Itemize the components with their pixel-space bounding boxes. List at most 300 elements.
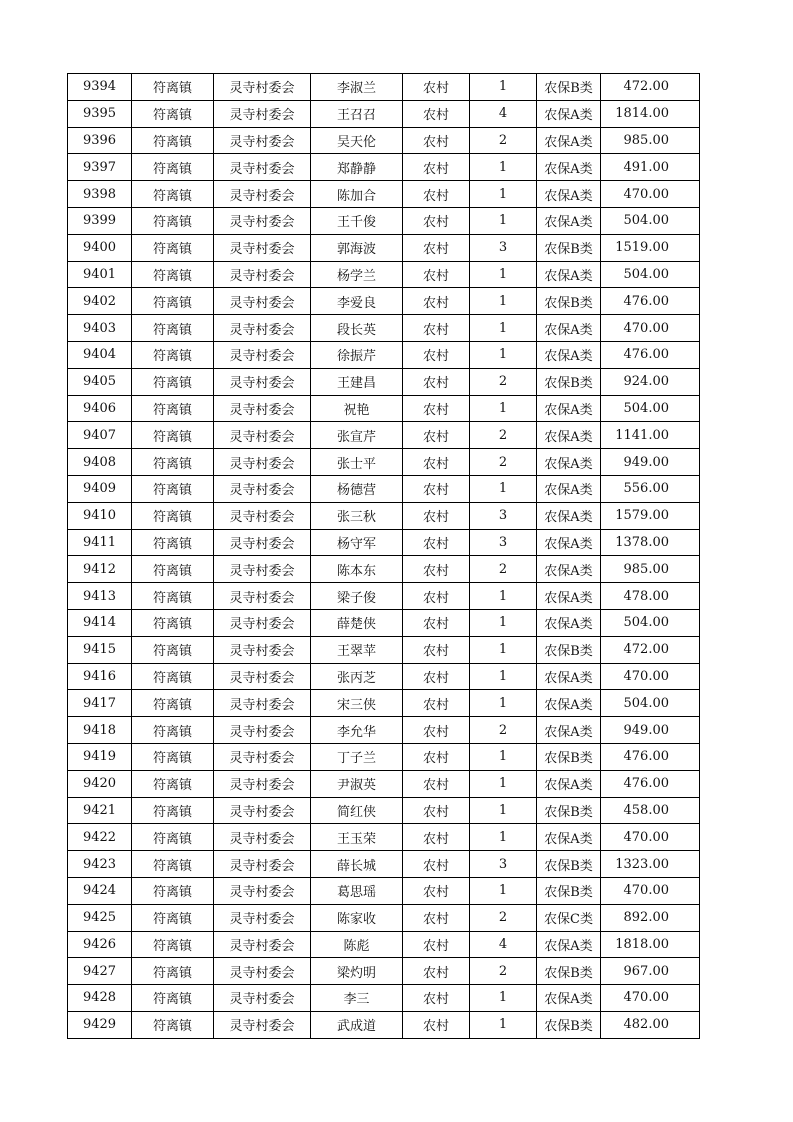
category-cell: 农保A类: [537, 556, 601, 583]
amount-cell: 458.00: [601, 797, 700, 824]
record-id-cell: 9399: [68, 207, 132, 234]
category-cell: 农保A类: [537, 609, 601, 636]
record-id-cell: 9405: [68, 368, 132, 395]
town-cell: 符离镇: [132, 636, 214, 663]
household-size-cell: 1: [470, 341, 537, 368]
village-committee-cell: 灵寺村委会: [214, 583, 311, 610]
household-size-cell: 1: [470, 770, 537, 797]
table-row: [68, 74, 700, 101]
amount-cell: 472.00: [601, 636, 700, 663]
amount-cell: 1814.00: [601, 100, 700, 127]
village-committee-cell: 灵寺村委会: [214, 502, 311, 529]
record-id-cell: 9408: [68, 449, 132, 476]
amount-cell: 476.00: [601, 341, 700, 368]
household-size-cell: 1: [470, 985, 537, 1012]
record-id-cell: 9410: [68, 502, 132, 529]
allowance-table: [67, 73, 700, 1039]
category-cell: 农保B类: [537, 877, 601, 904]
table-row: [68, 181, 700, 208]
town-cell: 符离镇: [132, 985, 214, 1012]
record-id-cell: 9418: [68, 717, 132, 744]
area-type-cell: 农村: [403, 315, 470, 342]
household-size-cell: 2: [470, 717, 537, 744]
town-cell: 符离镇: [132, 341, 214, 368]
record-id-cell: 9404: [68, 341, 132, 368]
person-name-cell: 张丙芝: [311, 663, 403, 690]
household-size-cell: 1: [470, 74, 537, 101]
record-id-cell: 9429: [68, 1011, 132, 1038]
area-type-cell: 农村: [403, 958, 470, 985]
person-name-cell: 杨守军: [311, 529, 403, 556]
record-id-cell: 9420: [68, 770, 132, 797]
amount-cell: 470.00: [601, 877, 700, 904]
record-id-cell: 9413: [68, 583, 132, 610]
village-committee-cell: 灵寺村委会: [214, 154, 311, 181]
area-type-cell: 农村: [403, 904, 470, 931]
area-type-cell: 农村: [403, 395, 470, 422]
record-id-cell: 9427: [68, 958, 132, 985]
town-cell: 符离镇: [132, 690, 214, 717]
record-id-cell: 9417: [68, 690, 132, 717]
household-size-cell: 1: [470, 261, 537, 288]
area-type-cell: 农村: [403, 636, 470, 663]
town-cell: 符离镇: [132, 449, 214, 476]
amount-cell: 470.00: [601, 181, 700, 208]
amount-cell: 470.00: [601, 315, 700, 342]
area-type-cell: 农村: [403, 529, 470, 556]
household-size-cell: 1: [470, 609, 537, 636]
household-size-cell: 1: [470, 475, 537, 502]
household-size-cell: 2: [470, 422, 537, 449]
amount-cell: 967.00: [601, 958, 700, 985]
category-cell: 农保A类: [537, 690, 601, 717]
table-row: [68, 663, 700, 690]
person-name-cell: 吴天伦: [311, 127, 403, 154]
amount-cell: 470.00: [601, 663, 700, 690]
area-type-cell: 农村: [403, 877, 470, 904]
amount-cell: 1323.00: [601, 851, 700, 878]
record-id-cell: 9394: [68, 74, 132, 101]
town-cell: 符离镇: [132, 770, 214, 797]
village-committee-cell: 灵寺村委会: [214, 770, 311, 797]
category-cell: 农保A类: [537, 985, 601, 1012]
record-id-cell: 9419: [68, 743, 132, 770]
village-committee-cell: 灵寺村委会: [214, 690, 311, 717]
town-cell: 符离镇: [132, 475, 214, 502]
record-id-cell: 9414: [68, 609, 132, 636]
table-row: [68, 422, 700, 449]
town-cell: 符离镇: [132, 931, 214, 958]
table-row: [68, 1011, 700, 1038]
area-type-cell: 农村: [403, 288, 470, 315]
area-type-cell: 农村: [403, 261, 470, 288]
category-cell: 农保A类: [537, 931, 601, 958]
village-committee-cell: 灵寺村委会: [214, 181, 311, 208]
table-row: [68, 261, 700, 288]
category-cell: 农保A类: [537, 207, 601, 234]
amount-cell: 504.00: [601, 261, 700, 288]
table-row: [68, 395, 700, 422]
person-name-cell: 尹淑英: [311, 770, 403, 797]
area-type-cell: 农村: [403, 207, 470, 234]
record-id-cell: 9409: [68, 475, 132, 502]
person-name-cell: 武成道: [311, 1011, 403, 1038]
record-id-cell: 9402: [68, 288, 132, 315]
category-cell: 农保A类: [537, 824, 601, 851]
area-type-cell: 农村: [403, 449, 470, 476]
household-size-cell: 1: [470, 395, 537, 422]
town-cell: 符离镇: [132, 207, 214, 234]
person-name-cell: 简红侠: [311, 797, 403, 824]
person-name-cell: 陈本东: [311, 556, 403, 583]
person-name-cell: 梁子俊: [311, 583, 403, 610]
area-type-cell: 农村: [403, 475, 470, 502]
table-row: [68, 502, 700, 529]
household-size-cell: 2: [470, 556, 537, 583]
village-committee-cell: 灵寺村委会: [214, 315, 311, 342]
town-cell: 符离镇: [132, 502, 214, 529]
record-id-cell: 9425: [68, 904, 132, 931]
table-row: [68, 315, 700, 342]
record-id-cell: 9421: [68, 797, 132, 824]
village-committee-cell: 灵寺村委会: [214, 985, 311, 1012]
village-committee-cell: 灵寺村委会: [214, 556, 311, 583]
village-committee-cell: 灵寺村委会: [214, 1011, 311, 1038]
amount-cell: 949.00: [601, 449, 700, 476]
amount-cell: 949.00: [601, 717, 700, 744]
area-type-cell: 农村: [403, 368, 470, 395]
record-id-cell: 9423: [68, 851, 132, 878]
table-row: [68, 636, 700, 663]
town-cell: 符离镇: [132, 181, 214, 208]
table-row: [68, 877, 700, 904]
table-row: [68, 556, 700, 583]
category-cell: 农保A类: [537, 529, 601, 556]
town-cell: 符离镇: [132, 395, 214, 422]
person-name-cell: 王玉荣: [311, 824, 403, 851]
town-cell: 符离镇: [132, 261, 214, 288]
village-committee-cell: 灵寺村委会: [214, 797, 311, 824]
category-cell: 农保C类: [537, 904, 601, 931]
area-type-cell: 农村: [403, 824, 470, 851]
amount-cell: 504.00: [601, 395, 700, 422]
area-type-cell: 农村: [403, 154, 470, 181]
person-name-cell: 葛思瑶: [311, 877, 403, 904]
area-type-cell: 农村: [403, 181, 470, 208]
amount-cell: 504.00: [601, 690, 700, 717]
area-type-cell: 农村: [403, 931, 470, 958]
record-id-cell: 9406: [68, 395, 132, 422]
table-row: [68, 475, 700, 502]
village-committee-cell: 灵寺村委会: [214, 127, 311, 154]
amount-cell: 504.00: [601, 609, 700, 636]
household-size-cell: 2: [470, 368, 537, 395]
household-size-cell: 4: [470, 931, 537, 958]
village-committee-cell: 灵寺村委会: [214, 449, 311, 476]
household-size-cell: 1: [470, 315, 537, 342]
village-committee-cell: 灵寺村委会: [214, 877, 311, 904]
household-size-cell: 3: [470, 234, 537, 261]
village-committee-cell: 灵寺村委会: [214, 663, 311, 690]
record-id-cell: 9412: [68, 556, 132, 583]
amount-cell: 470.00: [601, 824, 700, 851]
town-cell: 符离镇: [132, 154, 214, 181]
area-type-cell: 农村: [403, 100, 470, 127]
amount-cell: 985.00: [601, 127, 700, 154]
category-cell: 农保A类: [537, 475, 601, 502]
town-cell: 符离镇: [132, 609, 214, 636]
person-name-cell: 薛楚侠: [311, 609, 403, 636]
person-name-cell: 王翠苹: [311, 636, 403, 663]
table-row: [68, 368, 700, 395]
town-cell: 符离镇: [132, 877, 214, 904]
category-cell: 农保A类: [537, 449, 601, 476]
person-name-cell: 宋三侠: [311, 690, 403, 717]
record-id-cell: 9398: [68, 181, 132, 208]
household-size-cell: 2: [470, 958, 537, 985]
household-size-cell: 2: [470, 449, 537, 476]
record-id-cell: 9428: [68, 985, 132, 1012]
town-cell: 符离镇: [132, 529, 214, 556]
village-committee-cell: 灵寺村委会: [214, 395, 311, 422]
village-committee-cell: 灵寺村委会: [214, 368, 311, 395]
category-cell: 农保A类: [537, 583, 601, 610]
category-cell: 农保A类: [537, 181, 601, 208]
record-id-cell: 9411: [68, 529, 132, 556]
person-name-cell: 张宣芹: [311, 422, 403, 449]
table-row: [68, 529, 700, 556]
person-name-cell: 陈彪: [311, 931, 403, 958]
town-cell: 符离镇: [132, 958, 214, 985]
village-committee-cell: 灵寺村委会: [214, 743, 311, 770]
amount-cell: 470.00: [601, 985, 700, 1012]
table-row: [68, 234, 700, 261]
household-size-cell: 1: [470, 877, 537, 904]
town-cell: 符离镇: [132, 234, 214, 261]
person-name-cell: 张三秋: [311, 502, 403, 529]
table-row: [68, 690, 700, 717]
household-size-cell: 1: [470, 636, 537, 663]
amount-cell: 985.00: [601, 556, 700, 583]
category-cell: 农保B类: [537, 74, 601, 101]
area-type-cell: 农村: [403, 770, 470, 797]
table-row: [68, 743, 700, 770]
household-size-cell: 4: [470, 100, 537, 127]
category-cell: 农保B类: [537, 288, 601, 315]
area-type-cell: 农村: [403, 234, 470, 261]
village-committee-cell: 灵寺村委会: [214, 207, 311, 234]
area-type-cell: 农村: [403, 690, 470, 717]
table-row: [68, 100, 700, 127]
household-size-cell: 1: [470, 824, 537, 851]
household-size-cell: 1: [470, 207, 537, 234]
household-size-cell: 1: [470, 288, 537, 315]
person-name-cell: 王建昌: [311, 368, 403, 395]
person-name-cell: 丁子兰: [311, 743, 403, 770]
household-size-cell: 1: [470, 663, 537, 690]
household-size-cell: 1: [470, 743, 537, 770]
village-committee-cell: 灵寺村委会: [214, 904, 311, 931]
category-cell: 农保B类: [537, 743, 601, 770]
category-cell: 农保A类: [537, 127, 601, 154]
town-cell: 符离镇: [132, 1011, 214, 1038]
village-committee-cell: 灵寺村委会: [214, 475, 311, 502]
record-id-cell: 9415: [68, 636, 132, 663]
category-cell: 农保A类: [537, 261, 601, 288]
table-row: [68, 609, 700, 636]
village-committee-cell: 灵寺村委会: [214, 341, 311, 368]
person-name-cell: 陈家收: [311, 904, 403, 931]
table-row: [68, 958, 700, 985]
table-row: [68, 851, 700, 878]
amount-cell: 476.00: [601, 288, 700, 315]
town-cell: 符离镇: [132, 100, 214, 127]
household-size-cell: 3: [470, 502, 537, 529]
amount-cell: 476.00: [601, 770, 700, 797]
area-type-cell: 农村: [403, 127, 470, 154]
village-committee-cell: 灵寺村委会: [214, 261, 311, 288]
person-name-cell: 李淑兰: [311, 74, 403, 101]
town-cell: 符离镇: [132, 904, 214, 931]
household-size-cell: 2: [470, 127, 537, 154]
record-id-cell: 9407: [68, 422, 132, 449]
record-id-cell: 9397: [68, 154, 132, 181]
category-cell: 农保A类: [537, 395, 601, 422]
town-cell: 符离镇: [132, 315, 214, 342]
town-cell: 符离镇: [132, 743, 214, 770]
category-cell: 农保B类: [537, 234, 601, 261]
amount-cell: 1141.00: [601, 422, 700, 449]
category-cell: 农保A类: [537, 663, 601, 690]
town-cell: 符离镇: [132, 797, 214, 824]
village-committee-cell: 灵寺村委会: [214, 422, 311, 449]
person-name-cell: 李三: [311, 985, 403, 1012]
area-type-cell: 农村: [403, 74, 470, 101]
person-name-cell: 陈加合: [311, 181, 403, 208]
person-name-cell: 郭海波: [311, 234, 403, 261]
category-cell: 农保A类: [537, 154, 601, 181]
record-id-cell: 9403: [68, 315, 132, 342]
area-type-cell: 农村: [403, 583, 470, 610]
village-committee-cell: 灵寺村委会: [214, 851, 311, 878]
town-cell: 符离镇: [132, 824, 214, 851]
record-id-cell: 9395: [68, 100, 132, 127]
town-cell: 符离镇: [132, 663, 214, 690]
town-cell: 符离镇: [132, 127, 214, 154]
town-cell: 符离镇: [132, 717, 214, 744]
table-row: [68, 449, 700, 476]
amount-cell: 1579.00: [601, 502, 700, 529]
household-size-cell: 2: [470, 904, 537, 931]
area-type-cell: 农村: [403, 422, 470, 449]
village-committee-cell: 灵寺村委会: [214, 100, 311, 127]
area-type-cell: 农村: [403, 797, 470, 824]
table-row: [68, 717, 700, 744]
amount-cell: 491.00: [601, 154, 700, 181]
area-type-cell: 农村: [403, 717, 470, 744]
amount-cell: 892.00: [601, 904, 700, 931]
person-name-cell: 梁灼明: [311, 958, 403, 985]
town-cell: 符离镇: [132, 74, 214, 101]
household-size-cell: 1: [470, 583, 537, 610]
village-committee-cell: 灵寺村委会: [214, 609, 311, 636]
area-type-cell: 农村: [403, 743, 470, 770]
person-name-cell: 王召召: [311, 100, 403, 127]
area-type-cell: 农村: [403, 502, 470, 529]
category-cell: 农保A类: [537, 770, 601, 797]
person-name-cell: 王千俊: [311, 207, 403, 234]
record-id-cell: 9401: [68, 261, 132, 288]
category-cell: 农保A类: [537, 422, 601, 449]
village-committee-cell: 灵寺村委会: [214, 958, 311, 985]
table-row: [68, 985, 700, 1012]
area-type-cell: 农村: [403, 1011, 470, 1038]
amount-cell: 1818.00: [601, 931, 700, 958]
category-cell: 农保A类: [537, 100, 601, 127]
table-body: [68, 74, 700, 1039]
amount-cell: 478.00: [601, 583, 700, 610]
amount-cell: 924.00: [601, 368, 700, 395]
person-name-cell: 徐振芹: [311, 341, 403, 368]
category-cell: 农保A类: [537, 502, 601, 529]
category-cell: 农保A类: [537, 717, 601, 744]
amount-cell: 472.00: [601, 74, 700, 101]
category-cell: 农保B类: [537, 1011, 601, 1038]
category-cell: 农保B类: [537, 851, 601, 878]
town-cell: 符离镇: [132, 556, 214, 583]
category-cell: 农保B类: [537, 958, 601, 985]
record-id-cell: 9426: [68, 931, 132, 958]
village-committee-cell: 灵寺村委会: [214, 74, 311, 101]
person-name-cell: 杨学兰: [311, 261, 403, 288]
record-id-cell: 9400: [68, 234, 132, 261]
area-type-cell: 农村: [403, 609, 470, 636]
table-row: [68, 770, 700, 797]
table-row: [68, 797, 700, 824]
household-size-cell: 3: [470, 529, 537, 556]
amount-cell: 556.00: [601, 475, 700, 502]
village-committee-cell: 灵寺村委会: [214, 288, 311, 315]
town-cell: 符离镇: [132, 288, 214, 315]
table-row: [68, 207, 700, 234]
person-name-cell: 杨德营: [311, 475, 403, 502]
table-row: [68, 154, 700, 181]
area-type-cell: 农村: [403, 985, 470, 1012]
village-committee-cell: 灵寺村委会: [214, 824, 311, 851]
person-name-cell: 薛长城: [311, 851, 403, 878]
record-id-cell: 9424: [68, 877, 132, 904]
village-committee-cell: 灵寺村委会: [214, 234, 311, 261]
category-cell: 农保B类: [537, 368, 601, 395]
person-name-cell: 段长英: [311, 315, 403, 342]
area-type-cell: 农村: [403, 663, 470, 690]
person-name-cell: 郑静静: [311, 154, 403, 181]
record-id-cell: 9416: [68, 663, 132, 690]
person-name-cell: 祝艳: [311, 395, 403, 422]
table-row: [68, 127, 700, 154]
household-size-cell: 1: [470, 181, 537, 208]
table-row: [68, 904, 700, 931]
amount-cell: 1378.00: [601, 529, 700, 556]
person-name-cell: 李爱良: [311, 288, 403, 315]
amount-cell: 476.00: [601, 743, 700, 770]
category-cell: 农保A类: [537, 341, 601, 368]
household-size-cell: 3: [470, 851, 537, 878]
category-cell: 农保A类: [537, 315, 601, 342]
household-size-cell: 1: [470, 154, 537, 181]
amount-cell: 504.00: [601, 207, 700, 234]
household-size-cell: 1: [470, 1011, 537, 1038]
